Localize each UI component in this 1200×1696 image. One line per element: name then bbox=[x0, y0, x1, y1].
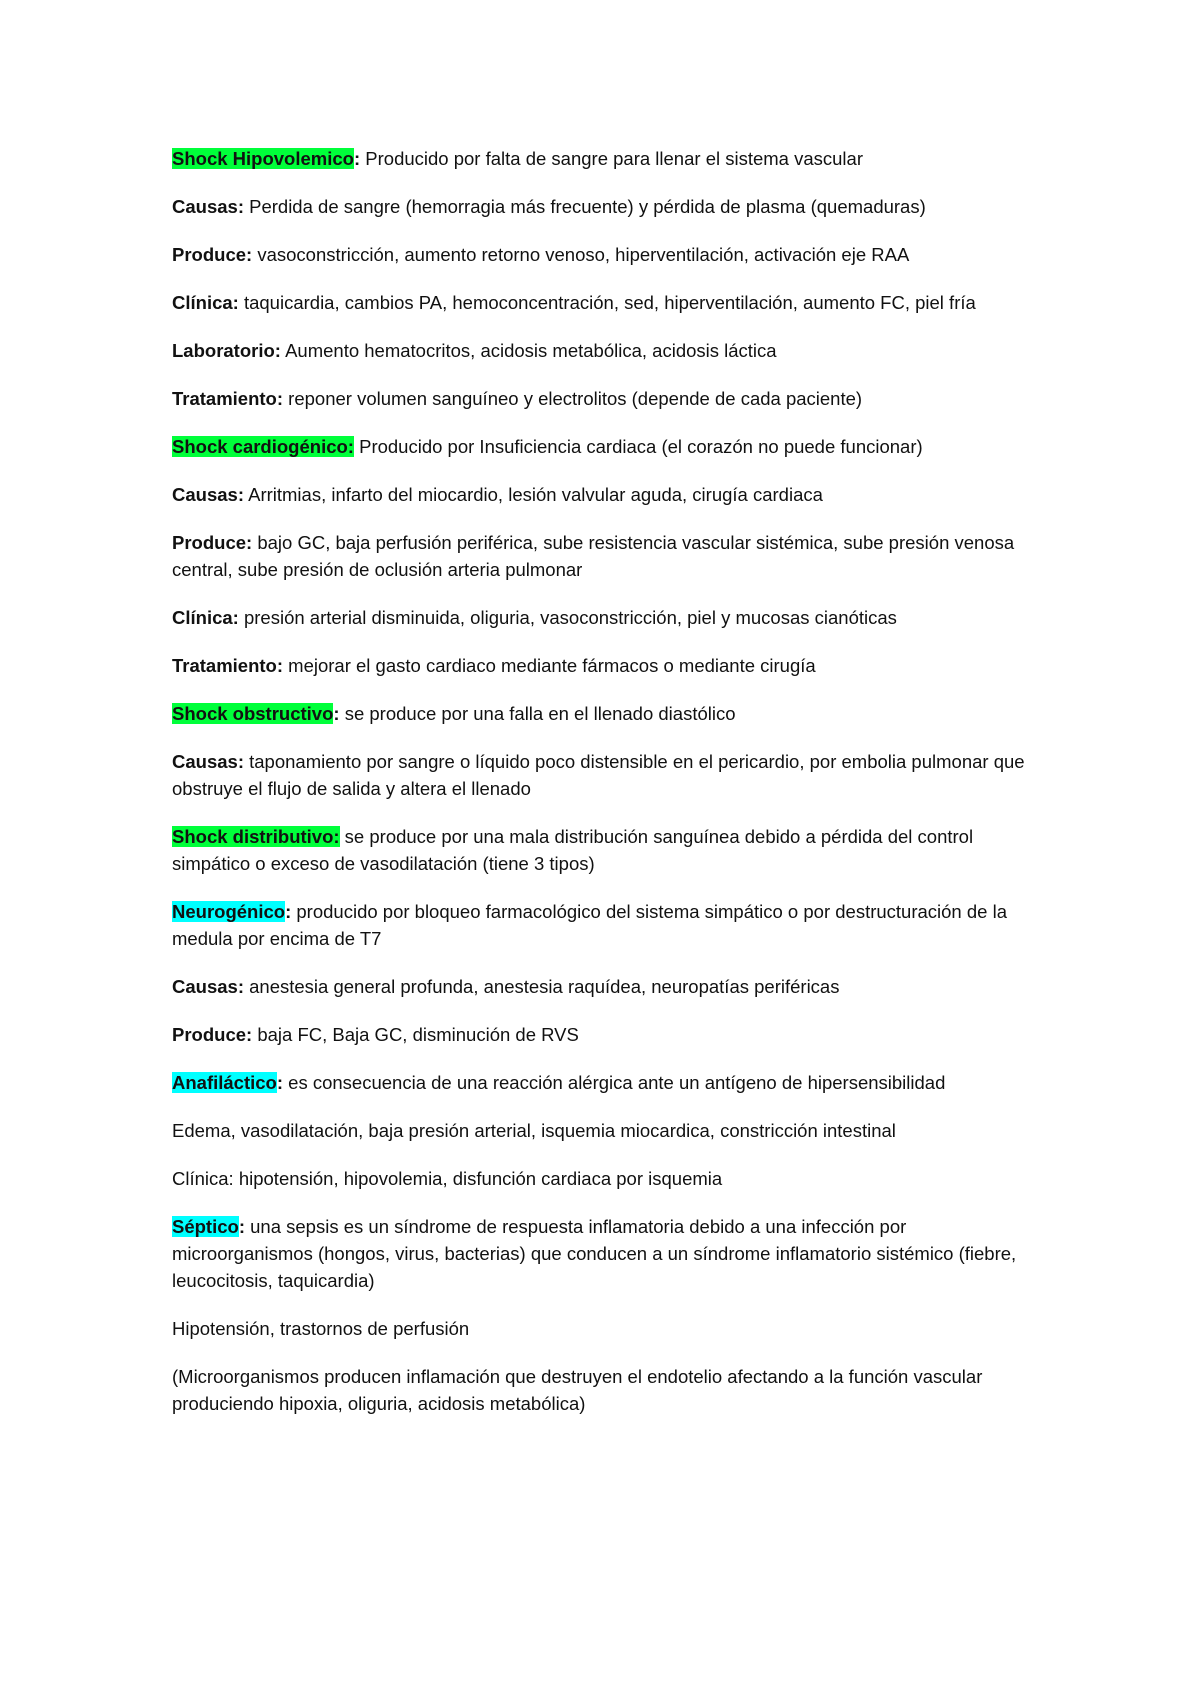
paragraph-text: vasoconstricción, aumento retorno venoso, hiperventilación, activación eje RAA bbox=[252, 244, 910, 265]
paragraph-text: presión arterial disminuida, oliguria, vasoconstricción, piel y mucosas cianóticas bbox=[238, 607, 897, 628]
highlighted-heading: Shock Hipovolemico bbox=[172, 148, 354, 169]
paragraph bbox=[172, 1213, 1052, 1294]
paragraph-text: Arritmias, infarto del miocardio, lesión valvular aguda, cirugía cardiaca bbox=[243, 484, 823, 505]
paragraph bbox=[172, 652, 1052, 679]
paragraph bbox=[172, 385, 1052, 412]
highlighted-heading: Anafiláctico bbox=[172, 1072, 277, 1093]
paragraph-text: es consecuencia de una reacción alérgica ante un antígeno de hipersensibilidad bbox=[283, 1072, 946, 1093]
paragraph bbox=[172, 433, 1052, 460]
section-label: Causas: bbox=[172, 976, 244, 997]
paragraph-text: anestesia general profunda, anestesia raquídea, neuropatías periféricas bbox=[243, 976, 840, 997]
paragraph bbox=[172, 973, 1052, 1000]
section-label: Produce: bbox=[172, 1024, 253, 1045]
paragraph bbox=[172, 1069, 1052, 1096]
section-label: Causas: bbox=[172, 751, 244, 772]
paragraph bbox=[172, 1021, 1052, 1048]
document-body bbox=[172, 145, 1052, 1438]
section-label: Causas: bbox=[172, 484, 244, 505]
highlighted-heading: Séptico bbox=[172, 1216, 239, 1237]
paragraph bbox=[172, 145, 1052, 172]
paragraph-text: bajo GC, baja perfusión periférica, sube resistencia vascular sistémica, sube presión venosa central, sube presión de oclusión arteria pulmonar bbox=[172, 532, 1015, 580]
paragraph bbox=[172, 1315, 1052, 1342]
paragraph-text: taquicardia, cambios PA, hemoconcentración, sed, hiperventilación, aumento FC, piel fría bbox=[238, 292, 976, 313]
paragraph bbox=[172, 193, 1052, 220]
paragraph bbox=[172, 700, 1052, 727]
paragraph-text: Perdida de sangre (hemorragia más frecuente) y pérdida de plasma (quemaduras) bbox=[243, 196, 926, 217]
paragraph-text: Clínica: hipotensión, hipovolemia, disfunción cardiaca por isquemia bbox=[172, 1168, 723, 1189]
paragraph-text: (Microorganismos producen inflamación que destruyen el endotelio afectando a la función vascular produciendo hipoxia, oliguria, acidosis metabólica) bbox=[172, 1366, 983, 1414]
heading-colon: : bbox=[353, 148, 361, 169]
highlighted-heading: Shock distributivo: bbox=[172, 826, 340, 847]
section-label: Laboratorio: bbox=[172, 340, 281, 361]
heading-colon: : bbox=[285, 901, 292, 922]
paragraph-text: Producido por falta de sangre para llenar el sistema vascular bbox=[360, 148, 863, 169]
paragraph-text: Edema, vasodilatación, baja presión arterial, isquemia miocardica, constricción intestinal bbox=[172, 1120, 896, 1141]
paragraph bbox=[172, 604, 1052, 631]
paragraph-text: mejorar el gasto cardiaco mediante fármacos o mediante cirugía bbox=[283, 655, 816, 676]
paragraph bbox=[172, 1363, 1052, 1417]
paragraph bbox=[172, 529, 1052, 583]
paragraph-text: producido por bloqueo farmacológico del sistema simpático o por destructuración de la medula por encima de T7 bbox=[172, 901, 1007, 949]
paragraph-text: se produce por una falla en el llenado diastólico bbox=[339, 703, 736, 724]
section-label: Tratamiento: bbox=[172, 655, 284, 676]
section-label: Produce: bbox=[172, 532, 253, 553]
highlighted-heading: Neurogénico bbox=[172, 901, 286, 922]
paragraph bbox=[172, 481, 1052, 508]
paragraph-text: reponer volumen sanguíneo y electrolitos (depende de cada paciente) bbox=[283, 388, 863, 409]
paragraph-text: Aumento hematocritos, acidosis metabólica, acidosis láctica bbox=[280, 340, 777, 361]
section-label: Produce: bbox=[172, 244, 253, 265]
paragraph bbox=[172, 337, 1052, 364]
section-label: Clínica: bbox=[172, 607, 239, 628]
heading-colon: : bbox=[238, 1216, 245, 1237]
highlighted-heading: Shock obstructivo bbox=[172, 703, 334, 724]
paragraph bbox=[172, 898, 1052, 952]
section-label: Tratamiento: bbox=[172, 388, 284, 409]
heading-colon: : bbox=[333, 703, 340, 724]
paragraph bbox=[172, 289, 1052, 316]
heading-colon: : bbox=[276, 1072, 284, 1093]
paragraph bbox=[172, 241, 1052, 268]
paragraph bbox=[172, 1117, 1052, 1144]
paragraph bbox=[172, 748, 1052, 802]
paragraph bbox=[172, 1165, 1052, 1192]
paragraph-text: se produce por una mala distribución sanguínea debido a pérdida del control simpático o exceso de vasodilatación (tiene 3 tipos) bbox=[172, 826, 974, 874]
paragraph-text: taponamiento por sangre o líquido poco distensible en el pericardio, por embolia pulmonar que obstruye el flujo de salida y altera el llenado bbox=[172, 751, 1025, 799]
paragraph-text: Hipotensión, trastornos de perfusión bbox=[172, 1318, 470, 1339]
paragraph bbox=[172, 823, 1052, 877]
section-label: Causas: bbox=[172, 196, 244, 217]
paragraph-text: una sepsis es un síndrome de respuesta inflamatoria debido a una infección por microorganismos (hongos, virus, bacterias) que conducen a un síndrome inflamatorio sistémico (fiebre, leucocitosis, taquicardia) bbox=[172, 1216, 1017, 1291]
section-label: Clínica: bbox=[172, 292, 239, 313]
highlighted-heading: Shock cardiogénico: bbox=[172, 436, 354, 457]
paragraph-text: baja FC, Baja GC, disminución de RVS bbox=[252, 1024, 579, 1045]
paragraph-text: Producido por Insuficiencia cardiaca (el corazón no puede funcionar) bbox=[353, 436, 923, 457]
